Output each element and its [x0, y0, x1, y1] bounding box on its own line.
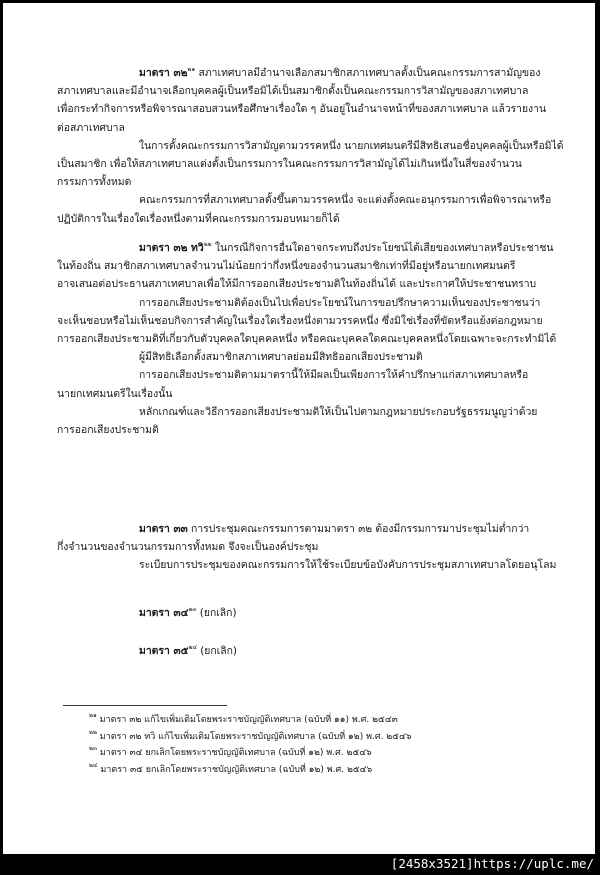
- line-text: ระเบียบการประชุมของคณะกรรมการให้ใช้ระเบียบข้อบังคับการประชุมสภาเทศบาลโดยอนุโลม: [139, 559, 557, 572]
- footnote-number: ๒๑: [89, 712, 97, 719]
- section-block: [57, 239, 559, 439]
- footnote-item: [89, 762, 412, 779]
- section-block: [57, 520, 559, 575]
- text-line: [57, 210, 559, 228]
- line-text: นายกเทศมนตรีในเรื่องนั้น: [57, 387, 173, 400]
- text-line: [57, 239, 559, 257]
- section-heading: มาตรา ๓๕: [139, 645, 189, 657]
- footnote-text: มาตรา ๓๔ ยกเลิกโดยพระราชบัญญัติเทศบาล (ฉบับที่ ๑๒) พ.ศ. ๒๕๔๖: [97, 748, 372, 759]
- text-line: [57, 330, 559, 348]
- text-line: [57, 119, 559, 137]
- line-text: อาจเสนอต่อประธานสภาเทศบาลเพื่อให้มีการออกเสียงประชามติในท้องถิ่นได้ และประกาศให้ประชาชนทราบ: [57, 278, 537, 291]
- line-text: การออกเสียงประชามติ: [57, 423, 159, 436]
- footnote-text: มาตรา ๓๒ แก้ไขเพิ่มเติมโดยพระราชบัญญัติเทศบาล (ฉบับที่ ๑๑) พ.ศ. ๒๕๔๓: [96, 715, 398, 725]
- section-heading: มาตรา ๓๔: [139, 607, 189, 619]
- footnote-ref: ๒๑: [187, 66, 196, 73]
- footnote-item: [89, 745, 412, 762]
- text-line: [57, 275, 559, 293]
- line-text: การออกเสียงประชามติตามมาตรานี้ให้มีผลเป็นเพียงการให้คำปรึกษาแก่สภาเทศบาลหรือ: [139, 369, 529, 382]
- section-block: [57, 642, 559, 660]
- text-line: [57, 556, 559, 574]
- line-text: เพื่อกระทำกิจการหรือพิจารณาสอบสวนหรือศึกษาเรื่องใด ๆ อันอยู่ในอำนาจหน้าที่ของสภาเทศบาล แล้วรายงาน: [57, 103, 547, 116]
- line-text: (ยกเลิก): [196, 607, 237, 619]
- line-text: หลักเกณฑ์และวิธีการออกเสียงประชามติให้เป็นไปตามกฎหมายประกอบรัฐธรรมนูญว่าด้วย: [139, 405, 538, 418]
- line-text: (ยกเลิก): [196, 645, 237, 657]
- line-text: สภาเทศบาลมีอำนาจเลือกสมาชิกสภาเทศบาลตั้งเป็นคณะกรรมการสามัญของ: [195, 67, 541, 79]
- text-line: [57, 155, 559, 173]
- line-text: การออกเสียงประชามติต้องเป็นไปเพื่อประโยชน์ในการขอปรึกษาความเห็นของประชาชนว่า: [139, 296, 541, 309]
- text-line: [57, 191, 559, 209]
- line-text: ในการตั้งคณะกรรมการวิสามัญตามวรรคหนึ่ง นายกเทศมนตรีมีสิทธิเสนอชื่อบุคคลผู้เป็นหรือมิได้: [139, 139, 564, 152]
- footnote-item: [89, 712, 412, 729]
- line-text: กรรมการทั้งหมด: [57, 176, 132, 189]
- line-text: ในกรณีกิจการอื่นใดอาจกระทบถึงประโยชน์ได้เสียของเทศบาลหรือประชาชน: [211, 242, 554, 254]
- footnote-divider: [63, 705, 227, 706]
- text-line: [57, 604, 559, 622]
- text-line: [57, 348, 559, 366]
- text-line: [57, 403, 559, 421]
- text-line: [57, 137, 564, 155]
- text-line: [57, 64, 559, 82]
- line-text: กึ่งจำนวนของจำนวนกรรมการทั้งหมด จึงจะเป็นองค์ประชุม: [57, 541, 319, 554]
- section-heading: มาตรา ๓๒ ทวิ: [139, 242, 204, 254]
- text-line: [57, 312, 559, 330]
- line-text: ปฏิบัติการในเรื่องใดเรื่องหนึ่งตามที่คณะกรรมการมอบหมายก็ได้: [57, 212, 340, 225]
- footnote-text: มาตรา ๓๕ ยกเลิกโดยพระราชบัญญัติเทศบาล (ฉบับที่ ๑๒) พ.ศ. ๒๕๔๖: [97, 764, 373, 775]
- line-text: คณะกรรมการที่สภาเทศบาลตั้งขึ้นตามวรรคหนึ่ง จะแต่งตั้งคณะอนุกรรมการเพื่อพิจารณาหรือ: [139, 194, 552, 207]
- line-text: เป็นสมาชิก เพื่อให้สภาเทศบาลแต่งตั้งเป็นกรรมการในคณะกรรมการวิสามัญได้ไม่เกินหนึ่งในสี่ของจำนวน: [57, 157, 522, 170]
- line-text: สภาเทศบาลและมีอำนาจเลือกบุคคลผู้เป็นหรือมิได้เป็นสมาชิกตั้งเป็นคณะกรรมการวิสามัญของสภาเทศบาล: [57, 85, 529, 98]
- line-text: การออกเสียงประชามติที่เกี่ยวกับตัวบุคคลใดบุคคลหนึ่ง หรือคณะบุคคลใดคณะบุคคลหนึ่งโดยเฉพาะจะกระทำมิได้: [57, 332, 557, 345]
- text-line: [57, 100, 559, 118]
- image-size-badge: [2458x3521]https://uplc.me/: [390, 856, 594, 871]
- line-text: จะเห็นชอบหรือไม่เห็นชอบกิจการสำคัญในเรื่องใดเรื่องหนึ่งตามวรรคหนึ่ง ซึ่งมิใช่เรื่องที่ขัดหรือแย้งต่อกฎหมาย: [57, 314, 543, 327]
- footnotes: [89, 712, 412, 778]
- text-line: [57, 173, 559, 191]
- text-line: [57, 257, 559, 275]
- text-line: [57, 294, 559, 312]
- text-line: [57, 642, 559, 660]
- section-block: [57, 604, 559, 622]
- footnote-text: มาตรา ๓๒ ทวิ แก้ไขเพิ่มเติมโดยพระราชบัญญัติเทศบาล (ฉบับที่ ๑๒) พ.ศ. ๒๕๔๖: [96, 731, 412, 742]
- line-text: ต่อสภาเทศบาล: [57, 121, 125, 134]
- text-line: [57, 385, 559, 403]
- text-line: [57, 366, 559, 384]
- text-line: [57, 538, 559, 556]
- line-text: ในท้องถิ่น สมาชิกสภาเทศบาลจำนวนไม่น้อยกว่ากึ่งหนึ่งของจำนวนสมาชิกเท่าที่มีอยู่หรือนายกเทศมนตรี: [57, 260, 516, 273]
- text-line: [57, 421, 559, 439]
- footnote-number: ๒๔: [89, 761, 98, 769]
- footnote-item: [89, 729, 412, 746]
- line-text: ผู้มีสิทธิเลือกตั้งสมาชิกสภาเทศบาลย่อมมีสิทธิออกเสียงประชามติ: [139, 351, 423, 364]
- footnote-number: ๒๒: [89, 728, 97, 736]
- section-block: [57, 64, 564, 228]
- section-heading: มาตรา ๓๒: [139, 67, 188, 79]
- footnote-ref: ๒๔: [188, 644, 197, 651]
- footnote-ref: ๒๒: [203, 241, 212, 248]
- footnote-ref: ๒๓: [188, 606, 197, 613]
- line-text: การประชุมคณะกรรมการตามมาตรา ๓๒ ต้องมีกรรมการมาประชุมไม่ต่ำกว่า: [187, 523, 530, 535]
- footnote-number: ๒๓: [89, 745, 98, 753]
- text-line: [57, 520, 559, 538]
- text-line: [57, 82, 559, 100]
- section-heading: มาตรา ๓๓: [139, 523, 188, 535]
- document-page: [3, 3, 595, 854]
